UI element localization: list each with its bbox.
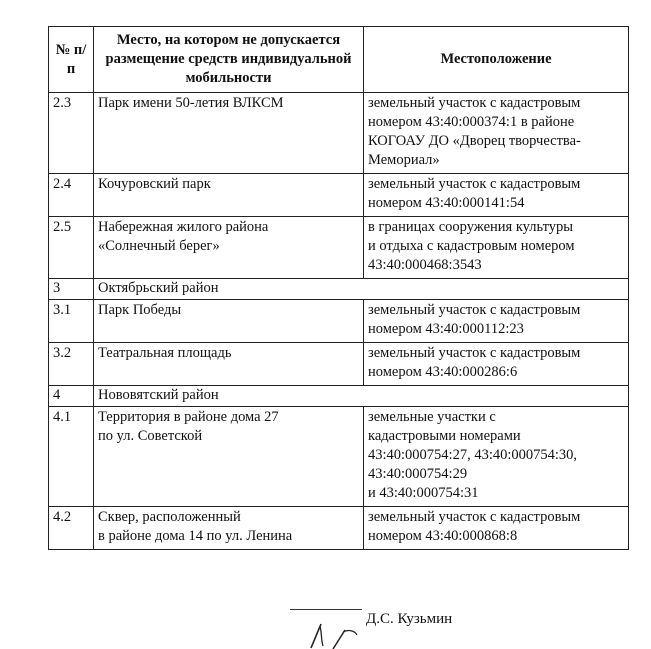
row-number: 3.1: [49, 300, 94, 343]
location-cell: земельный участок с кадастровым номером 43:40:000141:54: [364, 174, 629, 217]
row-number: 4.2: [49, 507, 94, 550]
place-cell: Парк Победы: [94, 300, 364, 343]
table-header: [49, 27, 629, 93]
location-cell: земельные участки с кадастровыми номерами 43:40:000754:27, 43:40:000754:30, 43:40:000754:29 и 43:40:000754:31: [364, 407, 629, 507]
places-table: [48, 26, 629, 550]
handwritten-signature: [305, 620, 365, 649]
location-cell: в границах сооружения культуры и отдыха с кадастровым номером 43:40:000468:3543: [364, 217, 629, 279]
section-row: [49, 386, 629, 407]
row-number: 2.4: [49, 174, 94, 217]
row-number: 4: [49, 386, 94, 407]
table-row: [49, 407, 629, 507]
location-cell: земельный участок с кадастровым номером 43:40:000112:23: [364, 300, 629, 343]
table-row: [49, 507, 629, 550]
place-cell: Театральная площадь: [94, 343, 364, 386]
header-number: № п/п: [49, 27, 94, 93]
location-cell: земельный участок с кадастровым номером 43:40:000286:6: [364, 343, 629, 386]
section-title: Нововятский район: [94, 386, 629, 407]
place-cell: Парк имени 50-летия ВЛКСМ: [94, 93, 364, 174]
table-body: [49, 93, 629, 550]
place-cell: Сквер, расположенный в районе дома 14 по ул. Ленина: [94, 507, 364, 550]
location-cell: земельный участок с кадастровым номером 43:40:000374:1 в районе КОГОАУ ДО «Дворец творчества- Мемориал»: [364, 93, 629, 174]
header-row: [49, 27, 629, 93]
table-row: [49, 93, 629, 174]
table-row: [49, 343, 629, 386]
table-row: [49, 217, 629, 279]
signatory-name: Д.С. Кузьмин: [366, 611, 453, 627]
location-cell: земельный участок с кадастровым номером 43:40:000868:8: [364, 507, 629, 550]
row-number: 3.2: [49, 343, 94, 386]
header-location: Местоположение: [364, 27, 629, 93]
section-title: Октябрьский район: [94, 279, 629, 300]
table-row: [49, 300, 629, 343]
signature-line: [290, 609, 362, 610]
row-number: 3: [49, 279, 94, 300]
row-number: 2.5: [49, 217, 94, 279]
section-row: [49, 279, 629, 300]
header-place: Место, на котором не допускается размещение средств индивидуальной мобильности: [94, 27, 364, 93]
table-row: [49, 174, 629, 217]
row-number: 4.1: [49, 407, 94, 507]
row-number: 2.3: [49, 93, 94, 174]
place-cell: Территория в районе дома 27 по ул. Советской: [94, 407, 364, 507]
place-cell: Кочуровский парк: [94, 174, 364, 217]
place-cell: Набережная жилого района «Солнечный берег»: [94, 217, 364, 279]
